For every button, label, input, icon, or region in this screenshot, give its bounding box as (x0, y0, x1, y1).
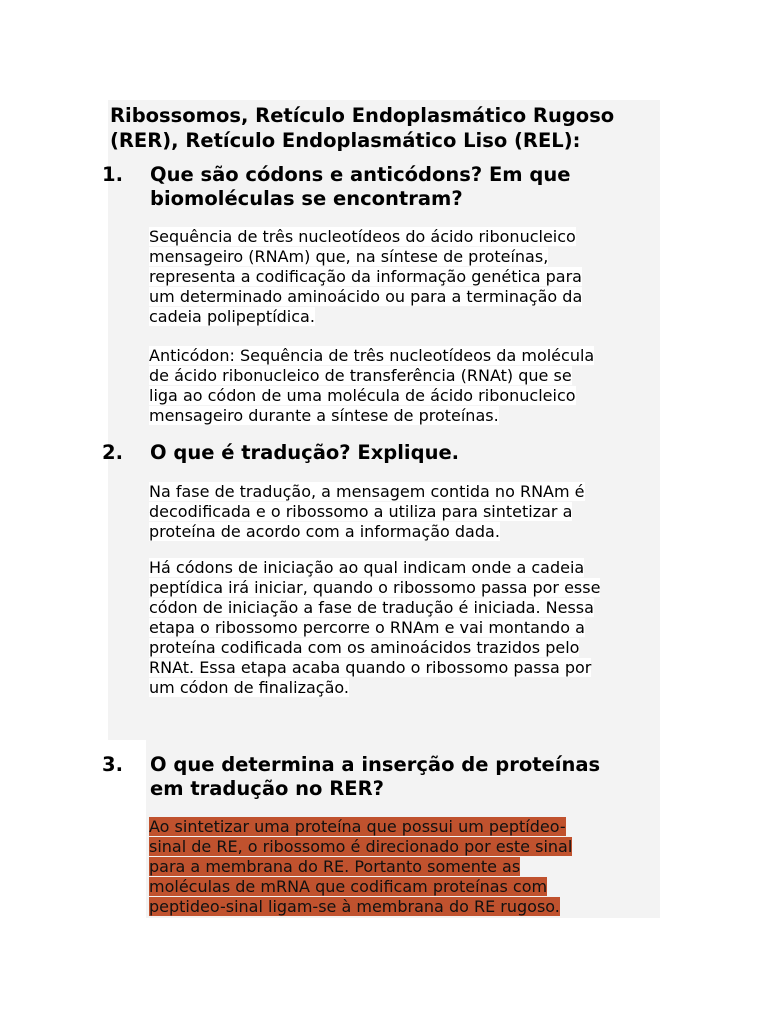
text-line: códon de iniciação a fase de tradução é iniciada. Nessa (149, 598, 594, 617)
question-line: 2. O que é tradução? Explique. (102, 441, 460, 464)
text-line: Ao sintetizar uma proteína que possui um peptídeo- (149, 817, 566, 836)
answer-1-paragraph-1 (149, 227, 664, 327)
text-line: um determinado aminoácido ou para a terminação da (149, 287, 583, 306)
text-line: peptídica irá iniciar, quando o ribossomo passa por esse (149, 578, 601, 597)
text-line: sinal de RE, o ribossomo é direcionado por este sinal (149, 837, 573, 856)
question-number: 2. (102, 441, 123, 464)
answer-3-highlighted-paragraph (149, 817, 664, 917)
answer-1-paragraph-2 (149, 346, 664, 426)
question-line: 1. Que são códons e anticódons? Em que (102, 163, 571, 186)
text-line: cadeia polipeptídica. (149, 307, 315, 326)
text-line: um códon de finalização. (149, 678, 349, 697)
title-line: Ribossomos, Retículo Endoplasmático Rugoso (110, 104, 615, 127)
text-line: etapa o ribossomo percorre o RNAm e vai montando a (149, 618, 585, 637)
question-3-heading (102, 753, 666, 801)
question-1-heading (102, 163, 666, 211)
page-title (110, 103, 660, 153)
text-line: Sequência de três nucleotídeos do ácido ribonucleico (149, 227, 576, 246)
text-line: liga ao códon de uma molécula de ácido ribonucleico (149, 386, 576, 405)
text-line: mensageiro durante a síntese de proteínas. (149, 406, 499, 425)
title-line: (RER), Retículo Endoplasmático Liso (REL): (110, 129, 581, 152)
answer-2-paragraph-1 (149, 482, 664, 542)
text-line: Anticódon: Sequência de três nucleotídeos da molécula (149, 346, 595, 365)
text-line: mensageiro (RNAm) que, na síntese de proteínas, (149, 247, 549, 266)
question-line: em tradução no RER? (150, 777, 384, 800)
question-number: 3. (102, 753, 123, 776)
text-line: peptideo-sinal ligam-se à membrana do RE rugoso. (149, 897, 560, 916)
text-line: proteína de acordo com a informação dada. (149, 522, 500, 541)
text-line: RNAt. Essa etapa acaba quando o ribossomo passa por (149, 658, 592, 677)
question-line: biomoléculas se encontram? (150, 187, 463, 210)
question-line: 3. O que determina a inserção de proteínas (102, 753, 601, 776)
text-line: Na fase de tradução, a mensagem contida no RNAm é (149, 482, 585, 501)
text-line: para a membrana do RE. Portanto somente as (149, 857, 521, 876)
text-line: representa a codificação da informação genética para (149, 267, 582, 286)
text-line: Há códons de iniciação ao qual indicam onde a cadeia (149, 558, 585, 577)
question-2-heading (102, 441, 666, 465)
question-number: 1. (102, 163, 123, 186)
text-line: moléculas de mRNA que codificam proteínas com (149, 877, 548, 896)
text-line: decodificada e o ribossomo a utiliza para sintetizar a (149, 502, 573, 521)
answer-2-paragraph-2 (149, 558, 664, 698)
text-line: de ácido ribonucleico de transferência (RNAt) que se (149, 366, 572, 385)
text-line: proteína codificada com os aminoácidos trazidos pelo (149, 638, 580, 657)
